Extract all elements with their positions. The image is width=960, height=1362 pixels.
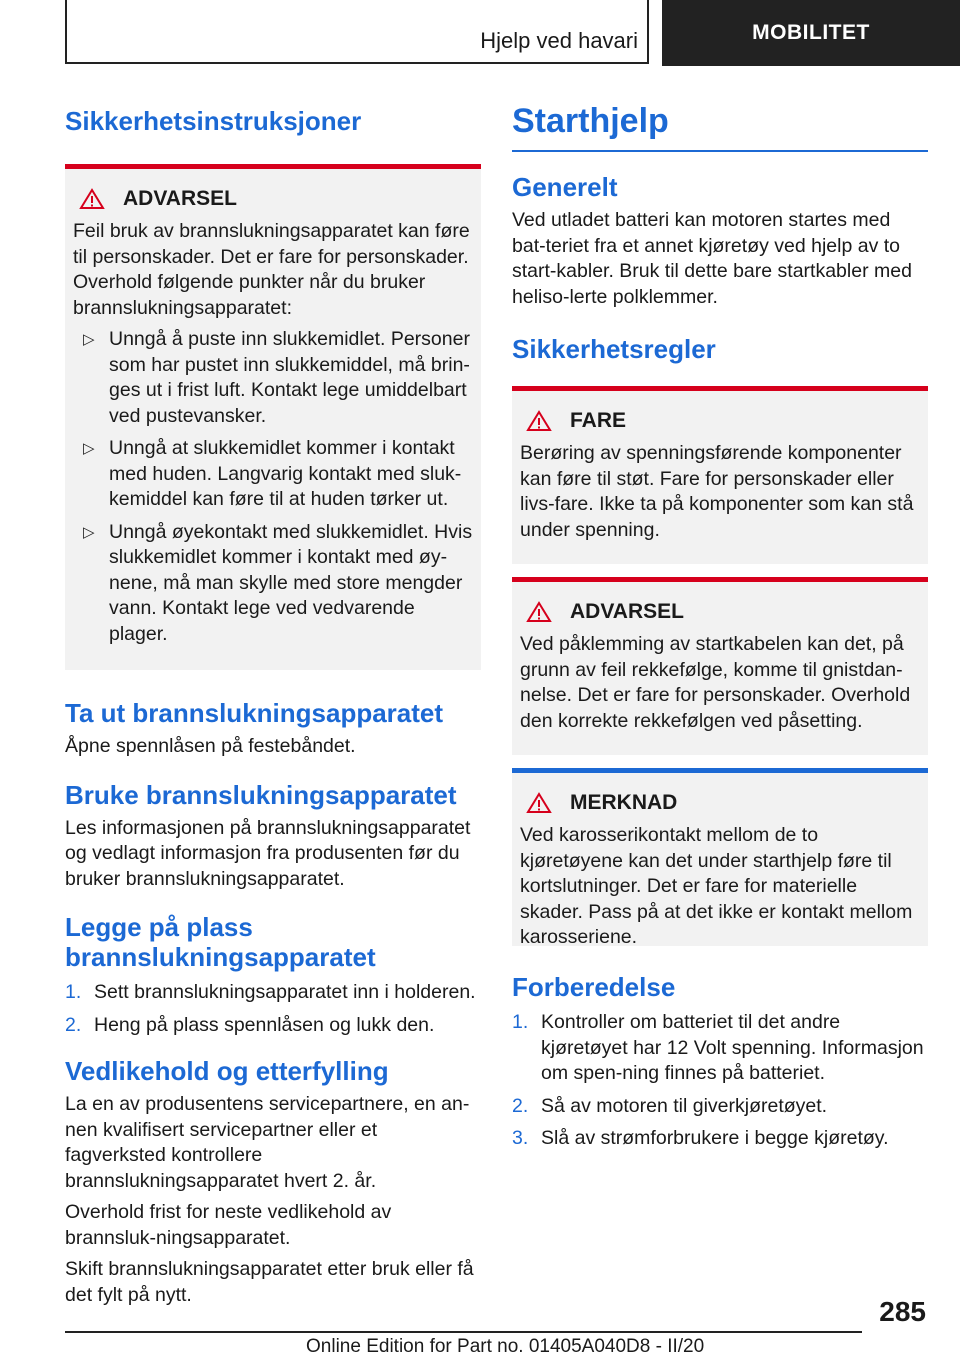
warning-bullets xyxy=(73,327,473,647)
heading-sikkerhetsinstruksjoner: Sikkerhetsinstruksjoner xyxy=(65,106,362,136)
paragraph: Ved utladet batteri kan motoren startes med bat-teriet fra et annet kjøretøy ved hjelp av to start-kabler. Bruk til dette bare startkabler med heliso-lerte polklemmer. xyxy=(512,209,912,308)
list-item: ▷ Unngå øyekontakt med slukkemidlet. Hvis slukkemidlet kommer i kontakt med øy-nene, må man skylle med store mengder vann. Kontakt lege ved vedvarende plager. xyxy=(73,520,473,648)
paragraph: Overhold frist for neste vedlikehold av brannsluk-ningsapparatet. xyxy=(65,1201,392,1249)
warning-text: Ved påklemming av startkabelen kan det, på grunn av feil rekkefølge, komme til gnistdan-nelse. Det er fare for personskader. Overhold den korrekte rekkefølgen ved påsetting. xyxy=(520,633,911,732)
heading-vedlikehold: Vedlikehold og etterfylling xyxy=(65,1056,389,1086)
warning-label: ADVARSEL xyxy=(570,600,684,623)
warning-box xyxy=(512,577,928,755)
paragraph: Les informasjonen på brannslukningsapparatet og vedlagt informasjon fra produsenten før du bruker brannslukningsapparatet. xyxy=(65,816,471,890)
notice-label: MERKNAD xyxy=(570,791,678,814)
left-column xyxy=(65,100,481,1308)
warning-label: ADVARSEL xyxy=(123,187,237,210)
triangle-right-bullet-icon: ▷ xyxy=(83,440,95,457)
edition-footer: Online Edition for Part no. 01405A040D8 - II/20 xyxy=(306,1336,705,1357)
triangle-right-bullet-icon: ▷ xyxy=(83,523,95,541)
heading-legge-paa-plass: Legge på plass brannslukningsapparatet xyxy=(65,912,376,972)
danger-label: FARE xyxy=(570,409,627,432)
heading-starthjelp: Starthjelp xyxy=(512,102,669,140)
heading-generelt: Generelt xyxy=(512,172,618,202)
title-rule xyxy=(512,150,928,152)
heading-ta-ut: Ta ut brannslukningsapparatet xyxy=(65,698,444,728)
steps-list xyxy=(65,980,481,1038)
notice-box xyxy=(512,768,928,946)
list-item: 2. Heng på plass spennlåsen og lukk den. xyxy=(65,1013,435,1036)
heading-bruke: Bruke brannslukningsapparatet xyxy=(65,779,457,810)
page-header xyxy=(0,0,960,66)
paragraph: La en av produsentens servicepartnere, en an-nen kvalifisert servicepartner eller et fagverksted kontrollere brannslukningsapparatet hvert 2. år. xyxy=(65,1093,470,1192)
danger-text: Berøring av spenningsførende komponenter kan føre til støt. Fare for personskader eller livs-fare. Ikke ta på komponenter som kan stå under spenning. xyxy=(520,442,914,541)
warning-triangle-icon xyxy=(526,410,552,432)
heading-forberedelse: Forberedelse xyxy=(512,972,676,1002)
warning-box xyxy=(65,164,481,670)
list-item: ▷ Unngå at slukkemidlet kommer i kontakt med huden. Langvarig kontakt med sluk-kemiddel kan føre til at huden tørker ut. xyxy=(73,436,473,513)
section-title: Hjelp ved havari xyxy=(480,28,638,53)
notice-text: Ved karosserikontakt mellom de to kjøretøyene kan det under starthjelp føre til kortslutninger. Det er fare for materielle skader. Pass på at det ikke er kontakt mellom karosseriene. xyxy=(520,824,913,948)
right-column xyxy=(512,100,928,1159)
triangle-right-bullet-icon: ▷ xyxy=(83,331,95,348)
steps-list xyxy=(512,1010,928,1152)
warning-triangle-icon xyxy=(526,792,552,814)
warning-text: Feil bruk av brannslukningsapparatet kan føre til personskader. Det er fare for personskader. Overhold følgende punkter når du bruker brannslukningsapparatet: xyxy=(73,220,470,319)
list-item: 2. Så av motoren til giverkjøretøyet. xyxy=(512,1094,828,1117)
list-item: 1. Sett brannslukningsapparatet inn i holderen. xyxy=(65,981,476,1003)
chapter-tab: MOBILITET xyxy=(662,0,960,66)
danger-box xyxy=(512,386,928,564)
list-item: 1. Kontroller om batteriet til det andre kjøretøyet har 12 Volt spenning. Informasjon om spen-ning finnes på batteriet. xyxy=(512,1011,924,1084)
warning-triangle-icon xyxy=(79,188,105,210)
page-number: 285 xyxy=(879,1296,926,1327)
heading-sikkerhetsregler: Sikkerhetsregler xyxy=(512,334,716,364)
paragraph: Skift brannslukningsapparatet etter bruk eller få det fylt på nytt. xyxy=(65,1258,474,1306)
list-item: 3. Slå av strømforbrukere i begge kjøretøy. xyxy=(512,1127,889,1149)
paragraph: Åpne spennlåsen på festebåndet. xyxy=(65,735,356,757)
list-item: ▷ Unngå å puste inn slukkemidlet. Personer som har pustet inn slukkemiddel, må brin-ges ut i frist luft. Kontakt lege umiddelbart ved pustevansker. xyxy=(73,327,473,429)
footer-rule xyxy=(65,1331,862,1333)
warning-triangle-icon xyxy=(526,601,552,623)
